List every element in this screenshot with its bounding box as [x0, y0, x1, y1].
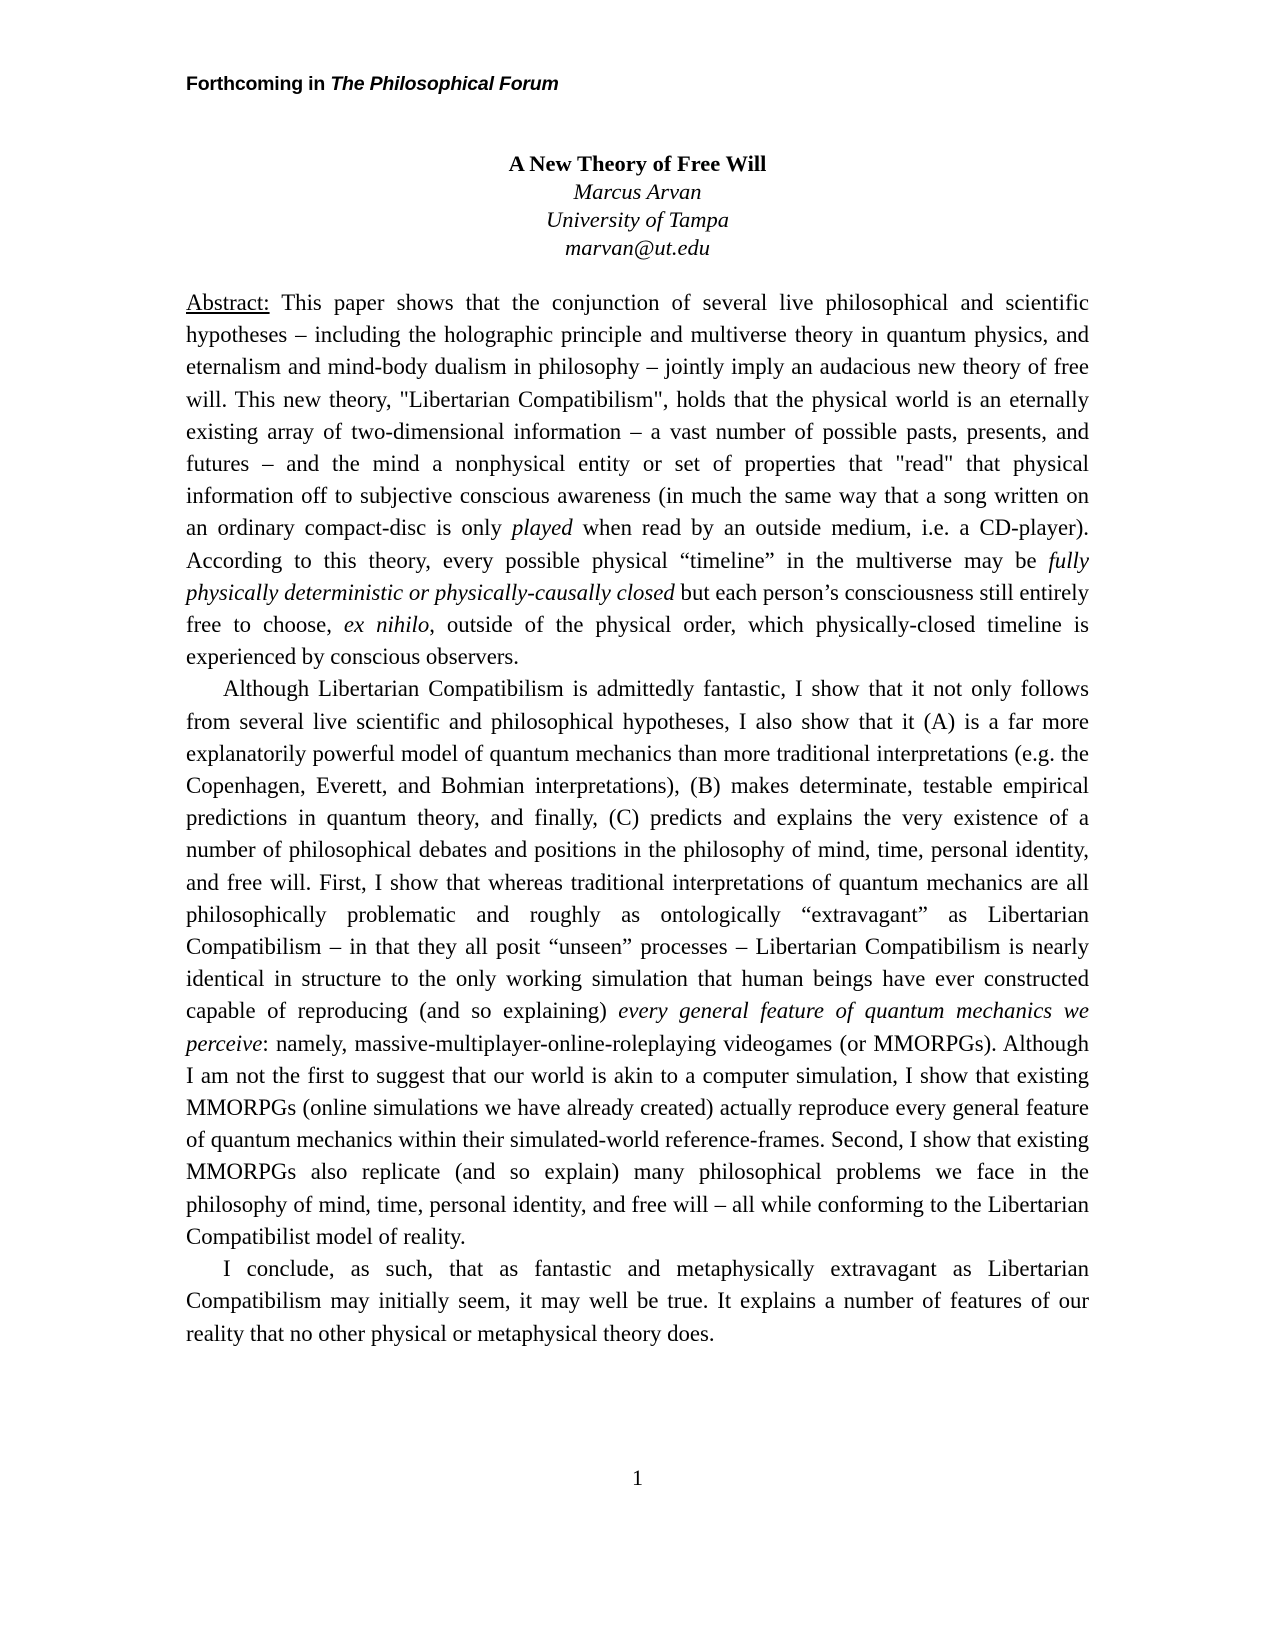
abstract-p1-text-4: , outside of the physical order, which physically-closed timeline is experienced by conscious observers. — [186, 612, 1089, 670]
abstract-paragraph-2 — [186, 673, 1089, 1253]
running-head — [186, 73, 559, 96]
abstract-label: Abstract: — [186, 290, 270, 315]
abstract-p1-text-1: This paper shows that the conjunction of several live philosophical and scientific hypotheses – including the holographic principle and multiverse theory in quantum physics, and eternalism and mind-body dualism in philosophy – jointly imply an audacious new theory of free will. This new theory, "Libertarian Compatibilism", holds that the physical world is an eternally existing array of two-dimensional information – a vast number of possible pasts, presents, and futures – and the mind a nonphysical entity or set of properties that "read" that physical information off to subjective conscious awareness (in much the same way that a song written on an ordinary compact-disc is only — [186, 290, 1089, 541]
title-block — [0, 150, 1275, 262]
abstract-p2-text-1: Although Libertarian Compatibilism is admittedly fantastic, I show that it not only follows from several live scientific and philosophical hypotheses, I also show that it (A) is a far more explanatorily powerful model of quantum mechanics than more traditional interpretations (e.g. the Copenhagen, Everett, and Bohmian interpretations), (B) makes determinate, testable empirical predictions in quantum theory, and finally, (C) predicts and explains the very existence of a number of philosophical debates and positions in the philosophy of mind, time, personal identity, and free will. First, I show that whereas traditional interpretations of quantum mechanics are all philosophically problematic and roughly as ontologically “extravagant” as Libertarian Compatibilism – in that they all posit “unseen” processes – Libertarian Compatibilism is nearly identical in structure to the only working simulation that human beings have ever constructed capable of reproducing (and so explaining) — [186, 676, 1089, 1024]
author-email: marvan@ut.edu — [564, 235, 711, 260]
paper-title: A New Theory of Free Will — [508, 151, 767, 176]
page-number: 1 — [632, 1465, 643, 1490]
abstract-paragraph-3: I conclude, as such, that as fantastic and metaphysically extravagant as Libertarian Compatibilism may initially seem, it may well be true. It explains a number of features of our reality that no other physical or metaphysical theory does. — [186, 1256, 1089, 1346]
abstract-p1-italic-2: fully physically deterministic or physically-causally closed — [186, 547, 1089, 605]
abstract-body — [186, 287, 1089, 1350]
abstract-p2-italic-1: every general feature of quantum mechanics we perceive — [186, 998, 1089, 1056]
abstract-paragraph-1 — [186, 287, 1089, 673]
author-name: Marcus Arvan — [573, 179, 702, 204]
running-head-prefix: Forthcoming in — [186, 73, 331, 95]
abstract-p1-text-3: but each person’s consciousness still entirely free to choose, — [186, 579, 1090, 638]
abstract-p1-text-2: when read by an outside medium, i.e. a CD-player). According to this theory, every possible physical “timeline” in the multiverse may be — [186, 515, 1089, 573]
author-affiliation: University of Tampa — [546, 207, 729, 232]
abstract-p2-text-2: : namely, massive-multiplayer-online-roleplaying videogames (or MMORPGs). Although I am not the first to suggest that our world is akin to a computer simulation, I show that existing MMORPGs (online simulations we have already created) actually reproduce every general feature of quantum mechanics within their simulated-world reference-frames. Second, I show that existing MMORPGs also replicate (and so explain) many philosophical problems we face in the philosophy of mind, time, personal identity, and free will – all while conforming to the Libertarian Compatibilist model of reality. — [186, 1030, 1089, 1249]
journal-name: The Philosophical Forum — [330, 73, 559, 95]
abstract-p1-italic-3: ex nihilo — [343, 612, 430, 638]
abstract-p1-italic-1: played — [511, 515, 573, 541]
